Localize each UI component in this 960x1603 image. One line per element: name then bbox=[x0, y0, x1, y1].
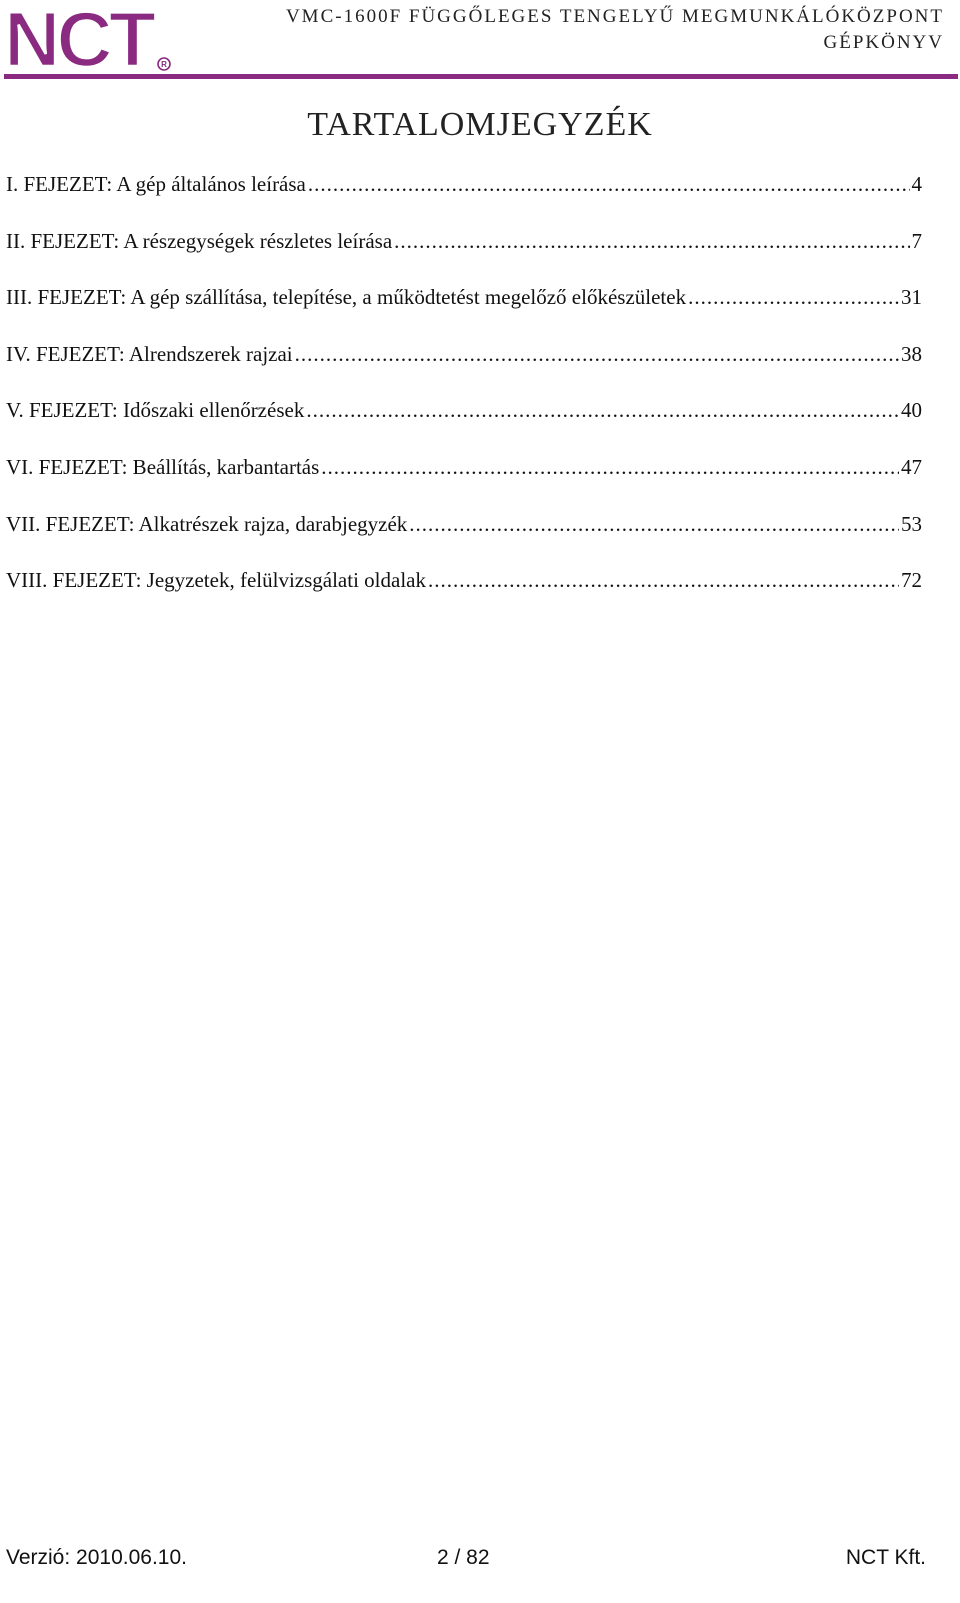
manual-subtitle: GÉPKÖNYV bbox=[823, 32, 944, 53]
dot-leader bbox=[321, 455, 899, 480]
toc-entry-chapter-2[interactable] bbox=[6, 229, 922, 286]
header-divider bbox=[4, 74, 958, 79]
version-label: Verzió: 2010.06.10. bbox=[6, 1546, 187, 1569]
toc-entry-chapter-3[interactable] bbox=[6, 285, 922, 342]
toc-entry-title: II. FEJEZET: A részegységek részletes leírása bbox=[6, 228, 393, 253]
toc-heading: TARTALOMJEGYZÉK bbox=[307, 106, 653, 143]
toc-entry-title: IV. FEJEZET: Alrendszerek rajzai bbox=[6, 341, 293, 366]
toc-entry-chapter-7[interactable] bbox=[6, 512, 922, 569]
nct-logo bbox=[4, 2, 172, 74]
toc-entry-chapter-5[interactable] bbox=[6, 398, 922, 455]
toc-entry-title: V. FEJEZET: Időszaki ellenőrzések bbox=[6, 398, 305, 423]
toc-entry-title: I. FEJEZET: A gép általános leírása bbox=[6, 172, 306, 196]
toc-entry-chapter-6[interactable] bbox=[6, 455, 922, 512]
toc-entry-page: 53 bbox=[901, 511, 922, 536]
dot-leader bbox=[394, 229, 909, 254]
dot-leader bbox=[306, 398, 899, 423]
dot-leader bbox=[295, 342, 899, 367]
page-number: 2 / 82 bbox=[437, 1546, 490, 1569]
toc-entry-chapter-8[interactable] bbox=[6, 568, 922, 625]
dot-leader bbox=[688, 285, 899, 310]
toc-entry-title: VI. FEJEZET: Beállítás, karbantartás bbox=[6, 454, 320, 479]
toc-entry-chapter-1[interactable] bbox=[6, 172, 922, 229]
toc-entry-page: 31 bbox=[901, 285, 922, 310]
dot-leader bbox=[409, 512, 899, 537]
toc-entry-title: VIII. FEJEZET: Jegyzetek, felülvizsgálati oldalak bbox=[6, 568, 426, 593]
toc-entry-page: 40 bbox=[901, 398, 922, 423]
table-of-contents bbox=[6, 172, 922, 625]
toc-entry-page: 72 bbox=[901, 568, 922, 593]
svg-text:NCT: NCT bbox=[4, 2, 153, 74]
manual-title: VMC-1600F FÜGGŐLEGES TENGELYŰ MEGMUNKÁLÓKÖZPONT bbox=[285, 6, 944, 27]
toc-entry-page: 7 bbox=[911, 228, 922, 253]
toc-entry-page: 4 bbox=[911, 172, 922, 196]
dot-leader bbox=[428, 568, 899, 593]
svg-text:R: R bbox=[161, 60, 167, 69]
toc-entry-page: 47 bbox=[901, 454, 922, 479]
company-name: NCT Kft. bbox=[845, 1546, 926, 1569]
toc-entry-page: 38 bbox=[901, 341, 922, 366]
page-header bbox=[0, 0, 960, 80]
toc-entry-title: III. FEJEZET: A gép szállítása, telepítése, a működtetést megelőző előkészületek bbox=[6, 285, 687, 310]
page-footer bbox=[0, 1542, 960, 1572]
toc-entry-title: VII. FEJEZET: Alkatrészek rajza, darabjegyzék bbox=[6, 511, 408, 536]
toc-entry-chapter-4[interactable] bbox=[6, 342, 922, 399]
dot-leader bbox=[308, 172, 910, 197]
